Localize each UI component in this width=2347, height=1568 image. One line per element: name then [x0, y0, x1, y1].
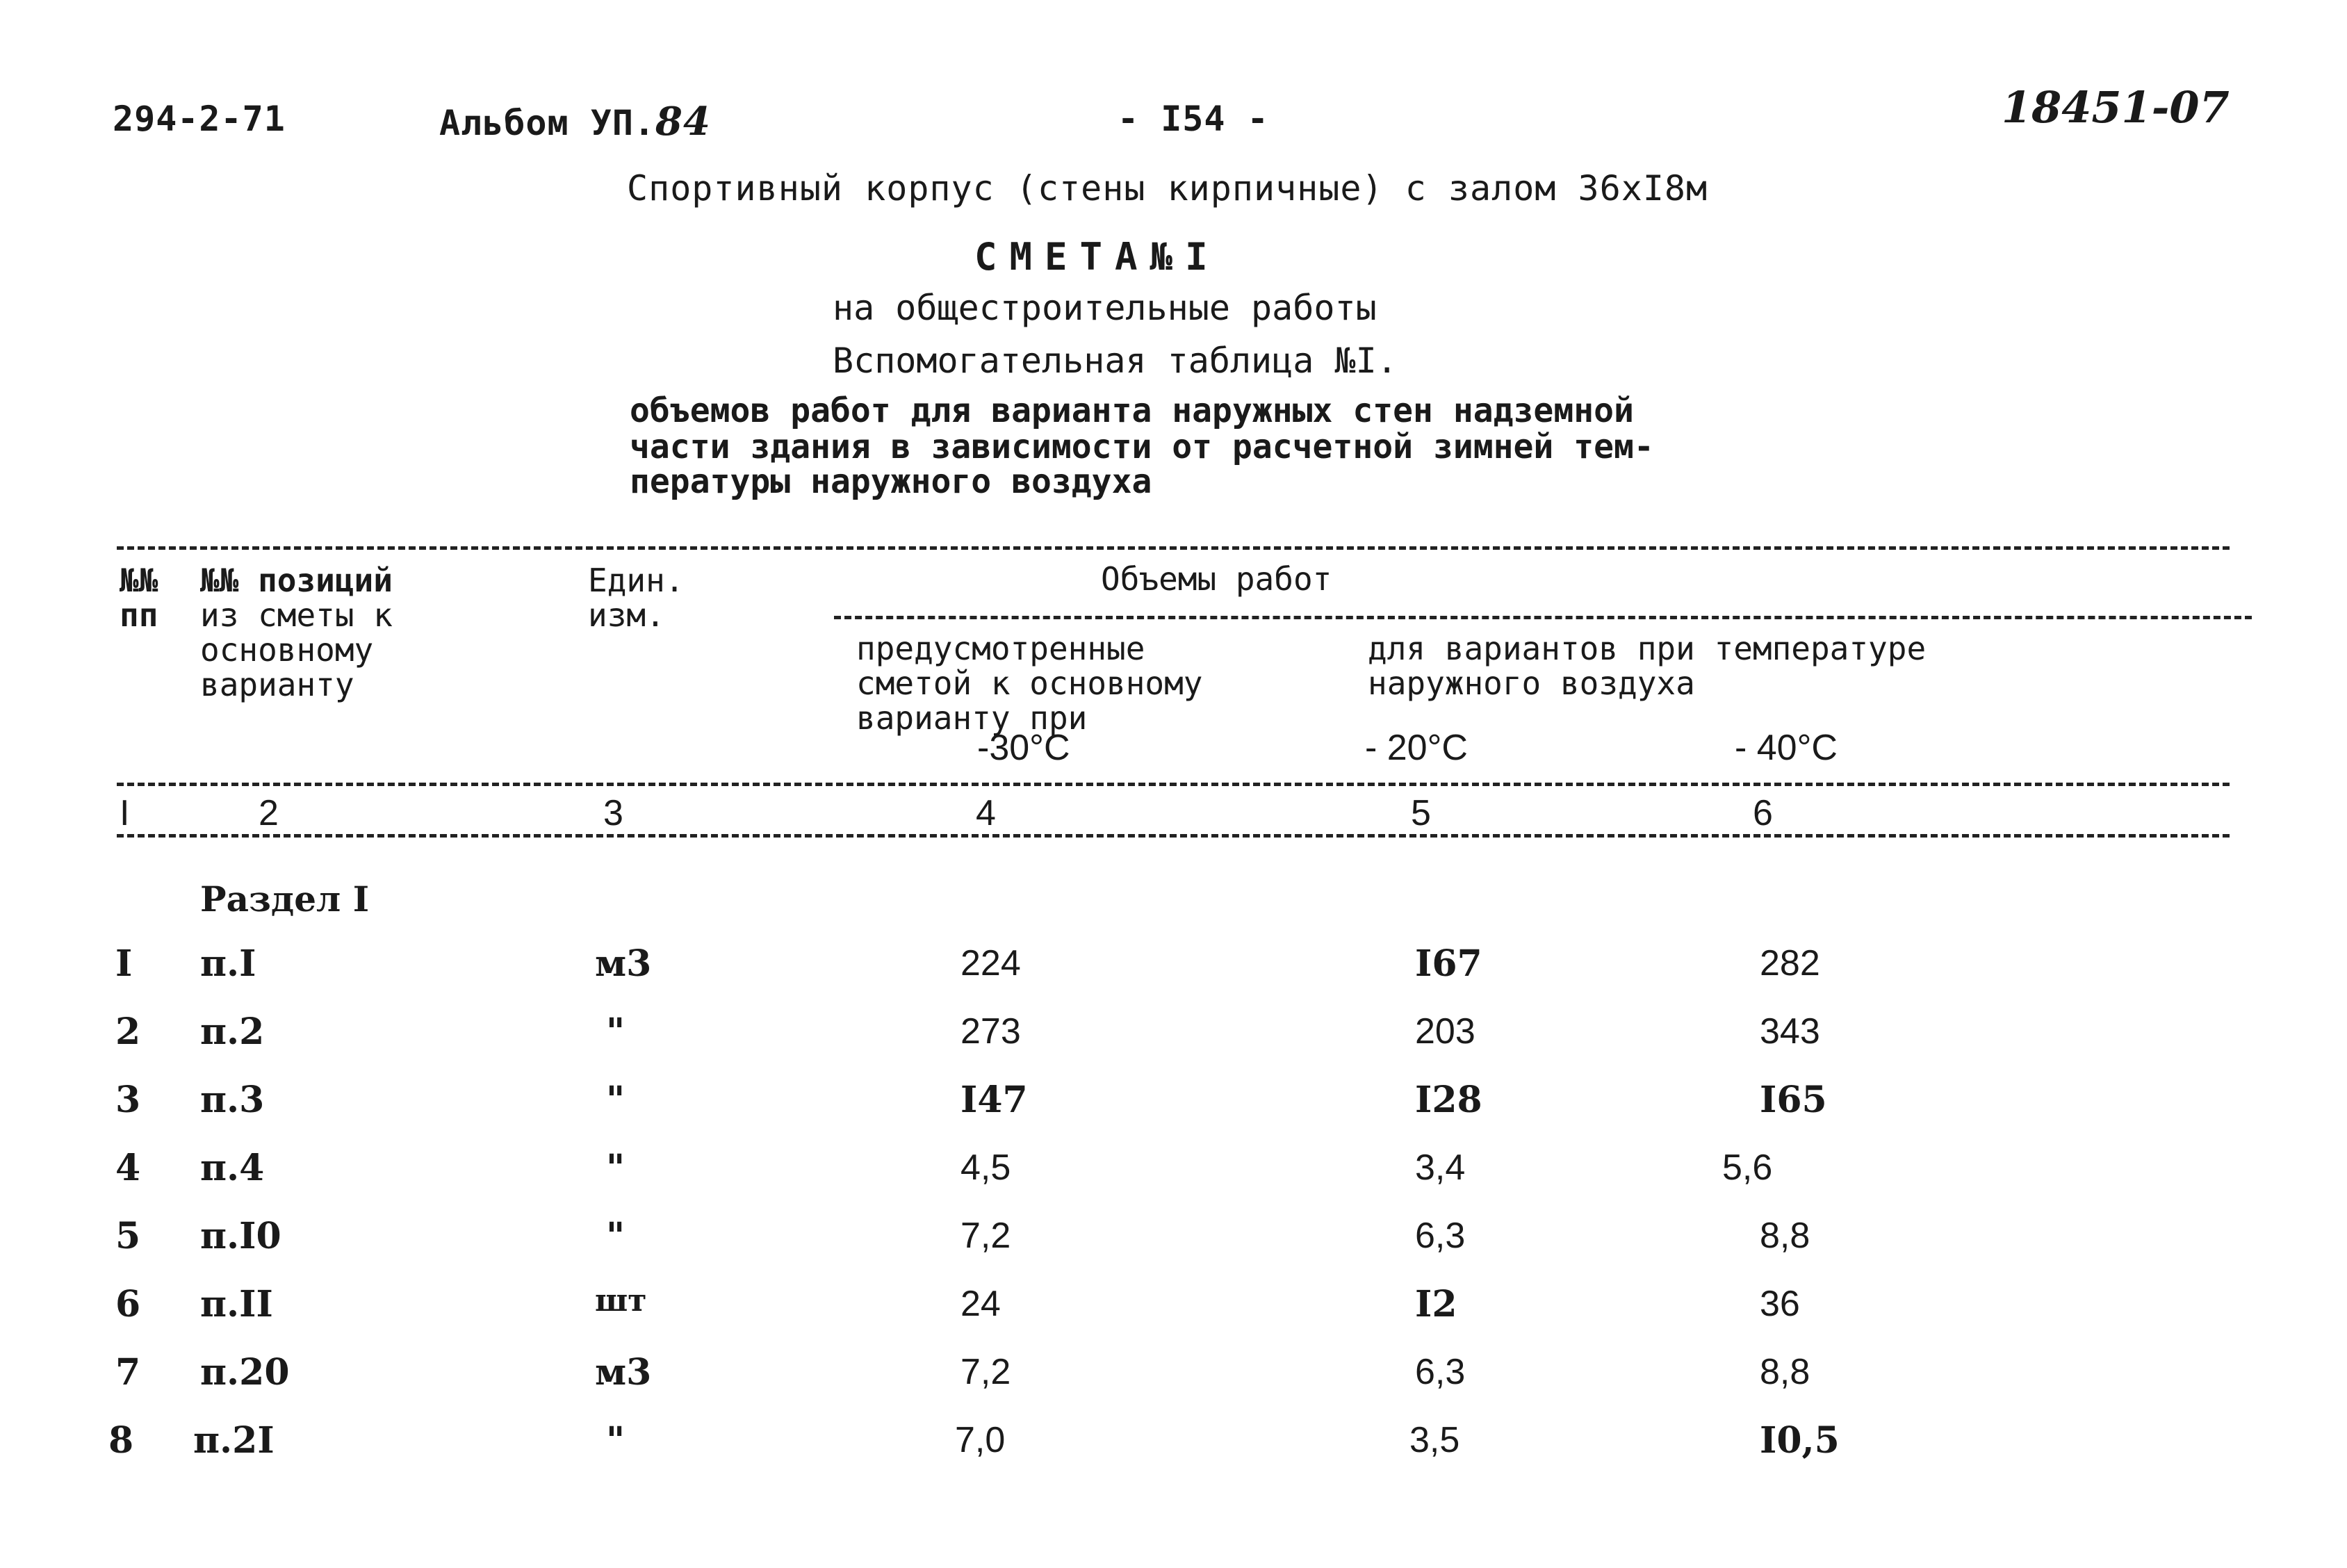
col-unit-header-1: Един. — [588, 562, 685, 599]
col-base-temp: -30°С — [977, 728, 1070, 768]
row-position: п.2 — [200, 1011, 265, 1053]
row-position: п.4 — [200, 1147, 265, 1189]
row-value-minus20: I2 — [1415, 1283, 1457, 1325]
row-unit: м3 — [595, 942, 652, 985]
album-label — [439, 99, 711, 145]
description-line-1: объемов работ для варианта наружных стен надземной — [630, 391, 1634, 430]
row-value-minus20: I28 — [1415, 1079, 1482, 1121]
row-unit: " — [606, 1215, 625, 1257]
document-code: 294-2-71 — [113, 99, 286, 139]
row-unit: " — [606, 1011, 625, 1053]
row-value-minus40: I65 — [1760, 1079, 1827, 1121]
row-number: 2 — [115, 1011, 141, 1053]
row-value-minus40: 36 — [1760, 1284, 1800, 1324]
subtitle-works: на общестроительные работы — [833, 288, 1377, 328]
page-number: - I54 - — [1118, 99, 1269, 139]
col-index-3: 3 — [603, 793, 623, 833]
col-index-2: 2 — [259, 793, 279, 833]
row-value-minus40: I0,5 — [1760, 1419, 1840, 1462]
subtitle-aux-table: Вспомогательная таблица №I. — [833, 341, 1398, 381]
row-value-minus20: 3,4 — [1415, 1148, 1466, 1188]
col-base-header-1: предусмотренные — [856, 630, 1145, 667]
table-top-rule — [117, 546, 2230, 550]
col-index-1: I — [120, 793, 130, 833]
header-bottom-rule — [117, 783, 2230, 786]
row-unit: м3 — [595, 1351, 652, 1394]
row-value-base: 7,2 — [960, 1352, 1011, 1392]
index-bottom-rule — [117, 834, 2230, 838]
col-minus40-header: - 40°С — [1735, 728, 1838, 768]
row-value-minus20: 6,3 — [1415, 1352, 1466, 1392]
col-number-header-2: пп — [120, 596, 158, 634]
row-position: п.20 — [200, 1351, 290, 1394]
row-value-base: 224 — [960, 943, 1021, 983]
row-number: I — [115, 942, 133, 985]
row-value-base: 7,2 — [960, 1216, 1011, 1256]
row-value-base: 273 — [960, 1011, 1021, 1052]
description-line-3: пературы наружного воздуха — [630, 462, 1152, 501]
description-line-2: части здания в зависимости от расчетной зимней тем- — [630, 427, 1654, 466]
row-unit: " — [606, 1079, 625, 1121]
row-value-base: 4,5 — [960, 1148, 1011, 1188]
col-position-header-4: варианту — [200, 666, 354, 703]
row-position: п.I0 — [200, 1215, 281, 1257]
col-minus20-header: - 20°С — [1365, 728, 1468, 768]
row-number: 4 — [115, 1147, 141, 1189]
col-base-header-2: сметой к основному — [856, 664, 1203, 702]
col-position-header-1: №№ позиций — [200, 562, 393, 599]
row-position: п.II — [200, 1283, 273, 1325]
col-index-4: 4 — [976, 793, 996, 833]
row-value-minus20: 203 — [1415, 1011, 1475, 1052]
row-number: 6 — [115, 1283, 141, 1325]
album-prefix: Альбом УП. — [439, 103, 656, 143]
row-value-base: I47 — [960, 1079, 1028, 1121]
col-position-header-3: основному — [200, 631, 374, 669]
col-variants-header-2: наружного воздуха — [1368, 664, 1695, 702]
col-number-header-1: №№ — [120, 562, 158, 599]
row-value-minus40: 8,8 — [1760, 1216, 1810, 1256]
row-unit: " — [606, 1419, 625, 1462]
row-number: 8 — [108, 1419, 134, 1462]
volumes-header: Объемы работ — [1101, 560, 1332, 598]
row-position: п.I — [200, 942, 256, 985]
row-value-minus40: 343 — [1760, 1011, 1820, 1052]
row-value-minus40: 5,6 — [1722, 1148, 1773, 1188]
row-number: 3 — [115, 1079, 141, 1121]
col-position-header-2: из сметы к — [200, 596, 393, 634]
album-number: 84 — [655, 99, 711, 145]
row-unit: " — [606, 1147, 625, 1189]
col-unit-header-2: изм. — [588, 596, 665, 634]
smeta-heading: СМЕТА№I — [974, 235, 1220, 279]
row-value-base: 24 — [960, 1284, 1001, 1324]
row-number: 5 — [115, 1215, 141, 1257]
handwritten-stamp-number: 18451-07 — [2002, 82, 2230, 133]
row-value-base: 7,0 — [955, 1420, 1006, 1460]
row-unit: шт — [595, 1283, 647, 1318]
row-value-minus20: 3,5 — [1409, 1420, 1460, 1460]
document-title: Спортивный корпус (стены кирпичные) с залом 36хI8м — [627, 168, 1708, 209]
row-value-minus20: I67 — [1415, 942, 1482, 985]
row-value-minus20: 6,3 — [1415, 1216, 1466, 1256]
row-number: 7 — [115, 1351, 141, 1394]
row-value-minus40: 8,8 — [1760, 1352, 1810, 1392]
row-value-minus40: 282 — [1760, 943, 1820, 983]
col-index-5: 5 — [1411, 793, 1431, 833]
col-base-header-3: варианту при — [856, 699, 1088, 737]
volumes-sub-rule — [834, 616, 2252, 619]
row-position: п.2I — [193, 1419, 275, 1462]
section-heading: Раздел I — [200, 879, 370, 920]
col-index-6: 6 — [1753, 793, 1773, 833]
row-position: п.3 — [200, 1079, 265, 1121]
col-variants-header-1: для вариантов при температуре — [1368, 630, 1927, 667]
